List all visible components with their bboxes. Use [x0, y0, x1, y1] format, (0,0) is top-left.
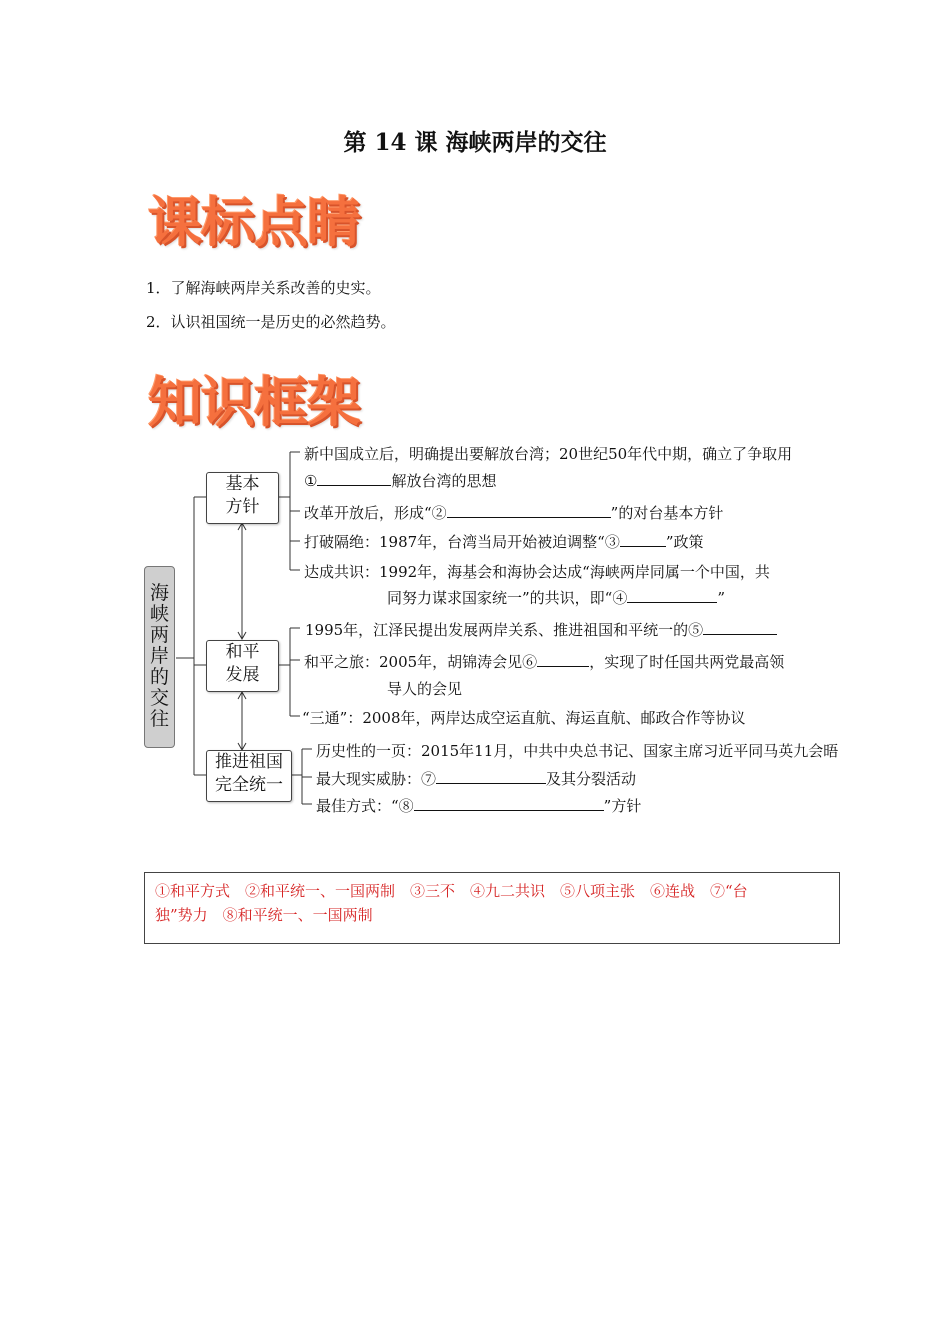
line-text: ”的对台基本方针: [610, 504, 724, 522]
branch1-line-3: [304, 502, 723, 523]
line-text: ，实现了时任国共两党最高领: [589, 653, 785, 671]
fill-blank-1: [317, 470, 391, 486]
line-text: ”: [717, 589, 726, 607]
line-text: ”政策: [665, 533, 704, 551]
fill-blank-4: [627, 587, 717, 603]
branch2-line-3: 导人的会见: [387, 680, 463, 698]
main-topic-box: [144, 566, 175, 748]
branch2-line-1: [305, 619, 777, 640]
branch1-line-6: [387, 587, 725, 608]
branch1-line-4: [304, 531, 704, 552]
fill-blank-3: [620, 531, 666, 547]
fill-blank-7: [436, 768, 546, 784]
line-text: 改革开放后，形成“②: [304, 504, 447, 522]
branch-label: 推进祖国: [215, 752, 283, 772]
branch1-line-5: 达成共识：1992年，海基会和海协会达成“海峡两岸同属一个中国，共: [304, 563, 770, 581]
main-topic-char: 的: [149, 666, 169, 688]
line-text: ”方针: [603, 797, 642, 815]
line-text: 最佳方式：“⑧: [316, 797, 414, 815]
fill-blank-8: [414, 795, 604, 811]
branch3-line-3: [316, 795, 641, 816]
line-text: 解放台湾的思想: [391, 472, 497, 490]
fill-blank-5: [703, 619, 777, 635]
branch-box-basic-policy: [206, 472, 279, 524]
main-topic-char: 峡: [149, 603, 169, 625]
line-text: 1995年，江泽民提出发展两岸关系、推进祖国和平统一的⑤: [305, 621, 704, 639]
main-topic-char: 交: [149, 687, 169, 709]
objective-2: 2．认识祖国统一是历史的必然趋势。: [146, 313, 396, 331]
answer-key-box: [144, 872, 840, 944]
answer-line-1: ①和平方式 ②和平统一、一国两制 ③三不 ④九二共识 ⑤八项主张 ⑥连战 ⑦“台: [155, 882, 748, 900]
page-title: 第 14 课 海峡两岸的交往: [343, 129, 607, 156]
line-text: 同努力谋求国家统一”的共识，即“④: [387, 589, 628, 607]
section-banner-framework: 知识框架: [148, 371, 360, 434]
branch3-line-1: 历史性的一页：2015年11月，中共中央总书记、国家主席习近平同马英九会晤: [316, 742, 839, 760]
branch3-line-2: [316, 768, 636, 789]
branch-label: 发展: [225, 665, 260, 685]
main-topic-char: 往: [149, 708, 169, 730]
line-text: 打破隔绝：1987年，台湾当局开始被迫调整“③: [304, 533, 620, 551]
branch-label: 和平: [225, 642, 260, 662]
section-banner-standards: 课标点睛: [148, 191, 360, 254]
branch-label: 完全统一: [215, 775, 283, 795]
branch1-line-1: 新中国成立后，明确提出要解放台湾；20世纪50年代中期，确立了争取用: [304, 445, 793, 463]
branch2-line-4: “三通”：2008年，两岸达成空运直航、海运直航、邮政合作等协议: [302, 709, 746, 727]
answer-line-2: 独”势力 ⑧和平统一、一国两制: [155, 906, 373, 924]
branch-box-peaceful-development: [206, 640, 279, 692]
fill-blank-6: [537, 651, 589, 667]
branch1-line-2: [304, 470, 496, 491]
line-text: 最大现实威胁：⑦: [316, 770, 437, 788]
blank-number: ①: [304, 472, 318, 490]
line-text: 及其分裂活动: [546, 770, 637, 788]
objective-1: 1．了解海峡两岸关系改善的史实。: [146, 279, 381, 297]
main-topic-char: 岸: [149, 645, 169, 667]
main-topic-char: 海: [149, 582, 169, 604]
line-text: 和平之旅：2005年，胡锦涛会见⑥: [304, 653, 538, 671]
branch-label: 方针: [225, 497, 260, 517]
branch2-line-2: [304, 651, 784, 672]
fill-blank-2: [447, 502, 611, 518]
branch-label: 基本: [225, 474, 260, 494]
main-topic-char: 两: [149, 624, 169, 646]
branch-box-reunification: [206, 750, 292, 802]
